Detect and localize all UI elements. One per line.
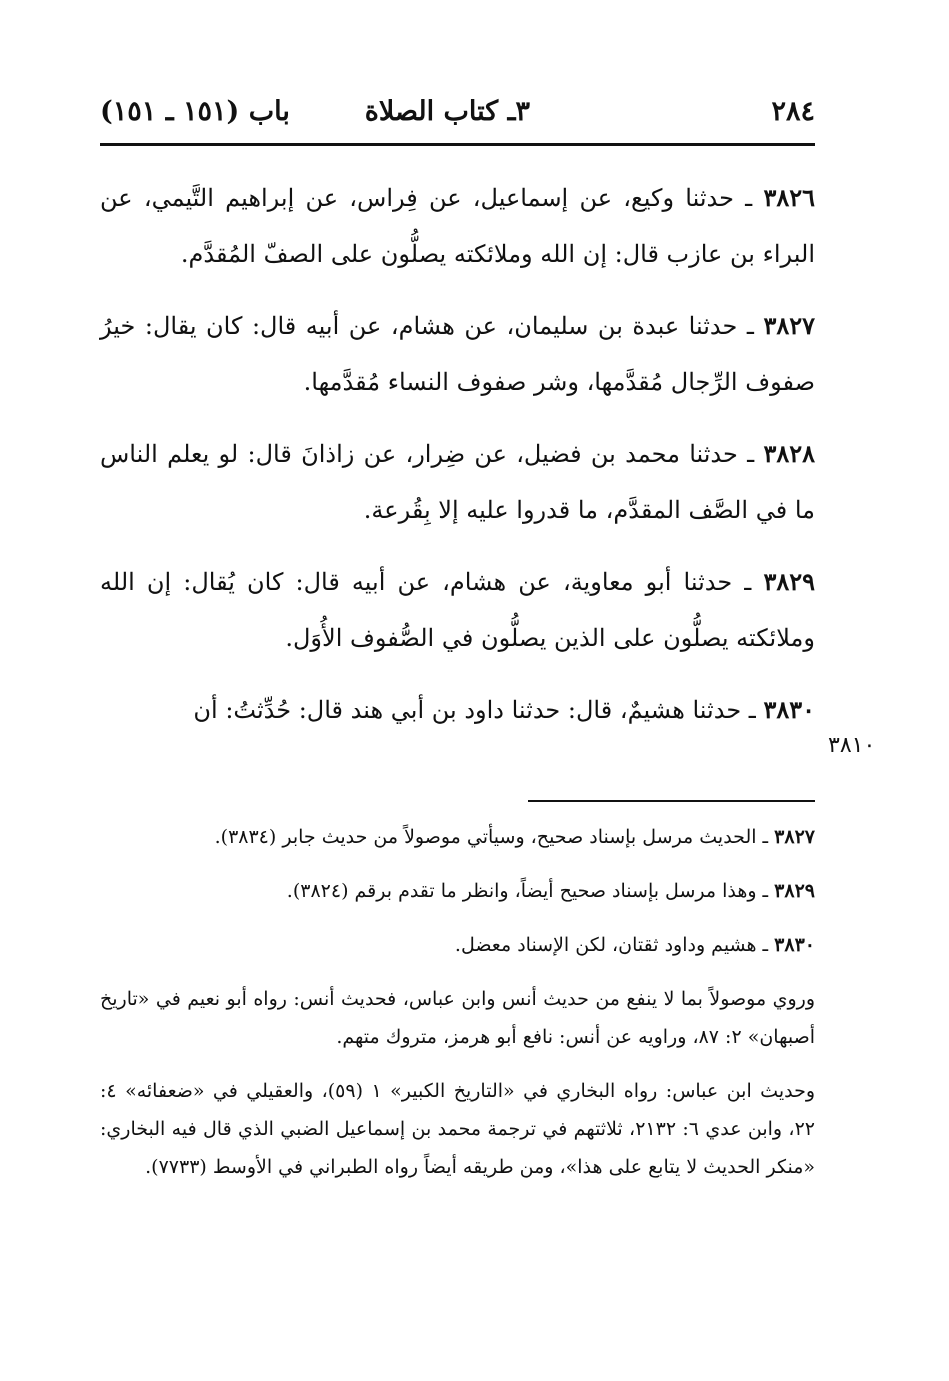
hadith-text: ـ حدثنا عبدة بن سليمان، عن هشام، عن أبيه قال: كان يقال: خيرُ صفوف الرِّجال مُقدَّمها، وشر صفوف النساء مُقدَّمها. <box>100 312 815 396</box>
footnote-text: ـ هشيم وداود ثقتان، لكن الإسناد معضل. <box>454 934 775 956</box>
footnote-continuation <box>100 980 815 1056</box>
margin-cross-reference-number: ٣٨١٠ <box>828 733 876 758</box>
hadith-text: ـ حدثنا وكيع، عن إسماعيل، عن فِراس، عن إبراهيم التَّيمي، عن البراء بن عازب قال: إن الله وملائكته يصلُّون على الصفّ المُقدَّم. <box>100 184 815 268</box>
footnote-separator <box>528 800 815 802</box>
footnote-continuation <box>100 1072 815 1186</box>
main-text <box>100 170 815 738</box>
hadith-number: ٣٨٢٧ <box>763 311 815 340</box>
footnote-number: ٣٨٢٧ <box>774 826 815 848</box>
hadith-number: ٣٨٢٨ <box>763 439 815 468</box>
hadith-paragraph <box>100 682 815 738</box>
hadith-number: ٣٨٢٩ <box>763 567 815 596</box>
hadith-number: ٣٨٣٠ <box>763 695 815 724</box>
book-title: ٣ـ كتاب الصلاة <box>364 96 530 127</box>
header-rule <box>100 143 815 146</box>
chapter-heading: باب (١٥١ ـ ١٥١) <box>100 96 290 127</box>
footnote-text: وروي موصولاً بما لا ينفع من حديث أنس وابن عباس، فحديث أنس: رواه أبو نعيم في «تاريخ أصبهان» ٢: ٨٧، وراويه عن أنس: نافع أبو هرمز، متروك متهم. <box>100 988 815 1048</box>
footnote <box>100 818 815 856</box>
footnote <box>100 926 815 964</box>
footnote <box>100 872 815 910</box>
footnote-number: ٣٨٣٠ <box>774 934 815 956</box>
hadith-text: ـ حدثنا هشيمٌ، قال: حدثنا داود بن أبي هند قال: حُدِّثتُ: أن <box>193 696 764 724</box>
hadith-paragraph <box>100 426 815 538</box>
footnotes <box>100 818 815 1186</box>
hadith-paragraph <box>100 170 815 282</box>
hadith-text: ـ حدثنا أبو معاوية، عن هشام، عن أبيه قال: كان يُقال: إن الله وملائكته يصلُّون على الذين يصلُّون في الصُّفوف الأُوَل. <box>100 568 815 652</box>
footnote-text: ـ وهذا مرسل بإسناد صحيح أيضاً، وانظر ما تقدم برقم (٣٨٢٤). <box>286 880 775 902</box>
page-number: ٢٨٤ <box>771 96 815 127</box>
footnote-number: ٣٨٢٩ <box>774 880 815 902</box>
hadith-number: ٣٨٢٦ <box>763 183 815 212</box>
running-header <box>100 90 815 134</box>
hadith-text: ـ حدثنا محمد بن فضيل، عن ضِرار، عن زاذانَ قال: لو يعلم الناس ما في الصَّف المقدَّم، ما قدروا عليه إلا بِقُرعة. <box>100 440 815 524</box>
footnote-text: ـ الحديث مرسل بإسناد صحيح، وسيأتي موصولاً من حديث جابر (٣٨٣٤). <box>214 826 775 848</box>
hadith-paragraph <box>100 298 815 410</box>
hadith-paragraph <box>100 554 815 666</box>
footnote-text: وحديث ابن عباس: رواه البخاري في «التاريخ الكبير» ١ (٥٩)، والعقيلي في «ضعفائه» ٤: ٢٢، وابن عدي ٦: ٢١٣٢، ثلاثتهم في ترجمة محمد بن إسماعيل الضبي الذي قال فيه البخاري: «منكر الحديث لا يتابع على هذا»، ومن طريقه أيضاً رواه الطبراني في الأوسط (٧٧٣٣). <box>100 1080 816 1178</box>
